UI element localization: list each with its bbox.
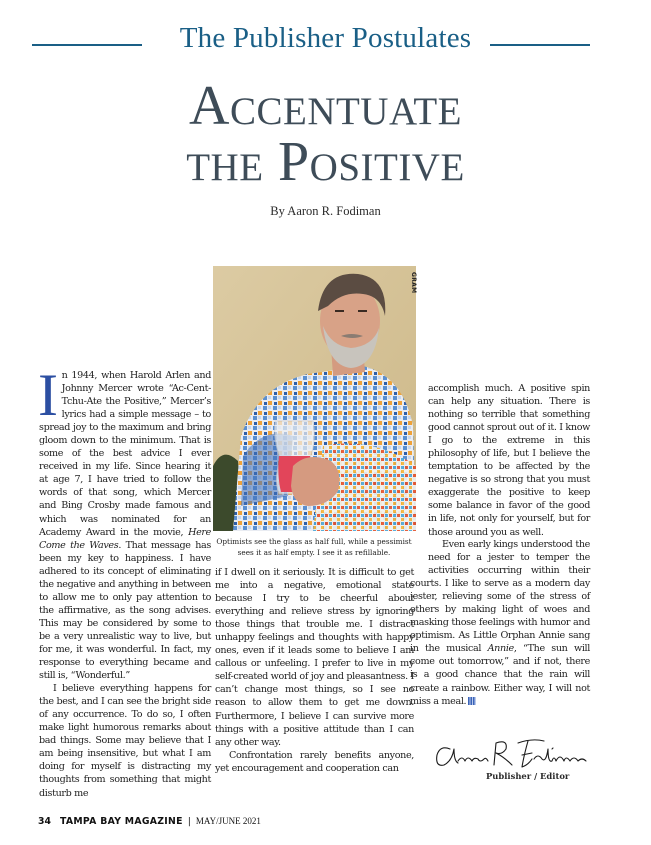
signature bbox=[432, 735, 592, 773]
page-number: 34 bbox=[38, 816, 51, 827]
author-photo-illustration bbox=[213, 266, 416, 531]
article-column-middle bbox=[215, 566, 414, 775]
end-of-article-icon bbox=[468, 697, 476, 705]
byline: By Aaron R. Fodiman bbox=[270, 204, 381, 218]
issue-date: MAY/JUNE 2021 bbox=[195, 816, 261, 826]
musical-title: Annie bbox=[487, 643, 514, 655]
article-paragraph: if I dwell on it seriously. It is difficult to get me into a negative, emotional state because I try to be cheerful about everything and relieve stress by ignoring those things that trouble me. I distract unhappy feelings and thoughts with happy ones, even if it leads some to believe I am callous or unfeeling. I prefer to live in my self-created world of joy and pleasantness. I can’t change most things, so I see no reason to allow them to get me down. Furthermore, I believe I can survive more things with a positive attitude than I can any other way. bbox=[215, 567, 414, 748]
footer-separator: | bbox=[187, 816, 191, 827]
article-paragraph: accomplish much. A positive spin can help any situation. There is nothing so terrible that something good cannot sprout out of it. I know I go to the extreme in this philosophy of life, but I believe the temptation to be affected by the negative is so strong that you must exaggerate the positive to keep some balance in favor of the good in life, not only for yourself, but for those around you as well. bbox=[428, 383, 591, 538]
movie-title: Here Come the Waves bbox=[39, 526, 211, 551]
text-wrap-spacer bbox=[410, 538, 428, 577]
signature-image bbox=[432, 735, 592, 773]
article-paragraph: In 1944, when Harold Arlen and Johnny Mercer wrote “Ac-Cent-Tchu-Ate the Positive,” Mercer’s lyrics had a simple message – to spread joy to the maximum and bring gloom down to the minimum. That is some of the best advice I ever received in my life. Since hearing it at age 7, I have tried to follow the words of that song, which Mercer and Bing Crosby made famous and which was nominated for an Academy Award in the movie, Here Come the Waves. That message has been my key to happiness. I have adhered to its concept of eliminating the negative and anything in between to allow me to only pay attention to the affirmative, as the song advises. This may be considered by some to be a very unrealistic way to live, but for me, it was wonderful. In fact, my response to everything became and still is, “Wonderful.” bbox=[38, 362, 211, 682]
signature-role: Publisher / Editor bbox=[486, 771, 570, 781]
article-column-left bbox=[38, 362, 211, 800]
page-footer bbox=[38, 816, 261, 827]
headline-line-1: Accentuate bbox=[189, 75, 462, 137]
photo-credit: GRAM bbox=[410, 272, 417, 294]
drop-cap: I bbox=[38, 362, 58, 428]
article-paragraph: Even early kings understood the need for a jester to temper the activities occurring within their courts. I like to serve as a modern day jester, relieving some of the stress of others by making light of woes and masking those feelings with humor and optimism. As Little Orphan Annie sang in the musical Annie, “The sun will come out tomorrow,” and if not, there is a good chance that the rain will create a rainbow. Either way, I will not miss a meal. bbox=[410, 539, 590, 707]
magazine-name: TAMPA BAY MAGAZINE bbox=[59, 816, 183, 827]
author-photo bbox=[213, 266, 416, 531]
photo-caption: Optimists see the glass as half full, while a pessimist sees it as half empty. I see it as refillable. bbox=[216, 537, 412, 557]
article-paragraph: Confrontation rarely benefits anyone, yet encouragement and cooperation can bbox=[215, 749, 414, 774]
article-column-right-continued bbox=[410, 538, 590, 708]
headline-line-2: the Positive bbox=[186, 131, 465, 193]
article-headline bbox=[0, 75, 651, 193]
section-title: The Publisher Postulates bbox=[179, 22, 472, 54]
article-paragraph: I believe everything happens for the best, and I can see the bright side of any occurrence. To do so, I often make light humorous remarks about bad things. Some may believe that I am being insensitive, but what I am doing for myself is distracting my thoughts from something that might disturb me bbox=[39, 683, 211, 799]
header-rule-right bbox=[490, 44, 590, 46]
article-column-right bbox=[428, 382, 590, 539]
section-header bbox=[0, 22, 651, 62]
